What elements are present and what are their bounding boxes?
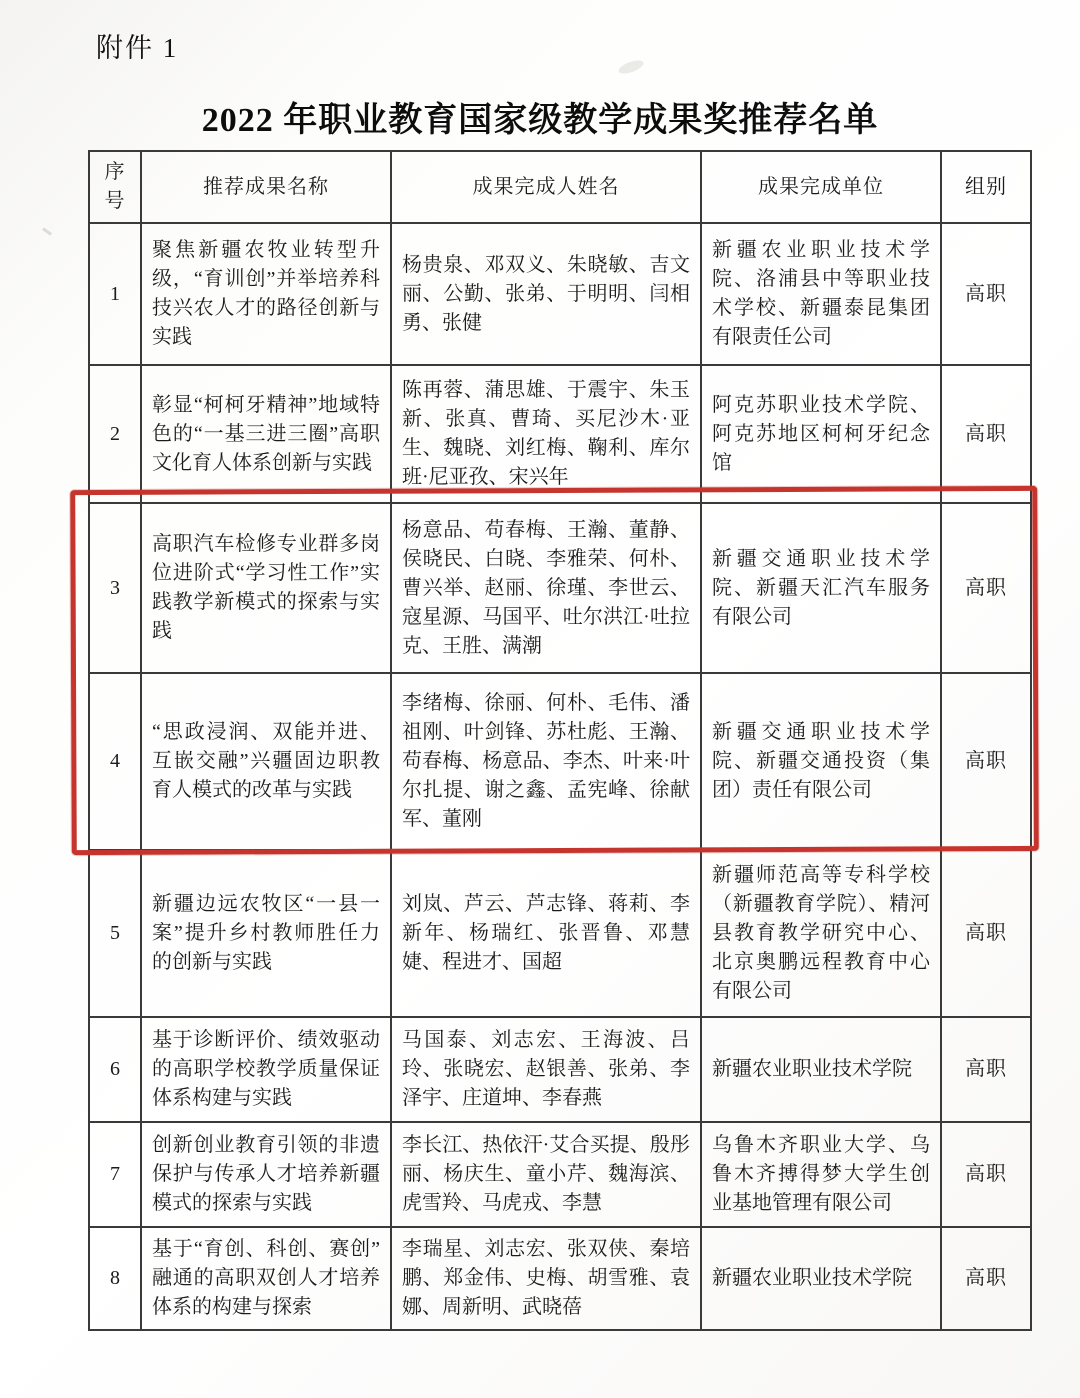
cell-group: 高职: [941, 1017, 1031, 1122]
header-cell-people: 成果完成人姓名: [391, 151, 701, 223]
header-cell-name: 推荐成果名称: [141, 151, 391, 223]
header-cell-group: 组别: [941, 151, 1031, 223]
table-row: [89, 1122, 1031, 1227]
cell-index: 1: [89, 223, 141, 365]
attachment-label: 附件 1: [96, 33, 179, 63]
cell-people: 李长江、热依汗·艾合买提、殷彤丽、杨庆生、童小芹、魏海滨、虎雪羚、马虎戎、李慧: [391, 1122, 701, 1227]
cell-name: 彰显“柯柯牙精神”地域特色的“一基三进三圈”高职文化育人体系创新与实践: [141, 365, 391, 503]
cell-people: 李绪梅、徐丽、何朴、毛伟、潘祖刚、叶剑锋、苏杜彪、王瀚、苟春梅、杨意品、李杰、叶来·叶尔扎提、谢之鑫、孟宪峰、徐献军、董刚: [391, 673, 701, 850]
cell-index: 2: [89, 365, 141, 503]
cell-index: 6: [89, 1017, 141, 1122]
table-row: [89, 1227, 1031, 1330]
cell-name: “思政浸润、双能并进、互嵌交融”兴疆固边职教育人模式的改革与实践: [141, 673, 391, 850]
cell-index: 7: [89, 1122, 141, 1227]
cell-index: 4: [89, 673, 141, 850]
cell-org: 新疆交通职业技术学院、新疆天汇汽车服务有限公司: [701, 503, 941, 673]
cell-index: 3: [89, 503, 141, 673]
cell-org: 新疆农业职业技术学院、洛浦县中等职业技术学校、新疆泰昆集团有限责任公司: [701, 223, 941, 365]
scan-mark: [42, 227, 52, 235]
cell-org: 新疆师范高等专科学校（新疆教育学院）、精河县教育教学研究中心、北京奥鹏远程教育中心有限公司: [701, 850, 941, 1017]
cell-people: 刘岚、芦云、芦志锋、蒋莉、李新年、杨瑞红、张晋鲁、邓慧婕、程进才、国超: [391, 850, 701, 1017]
cell-name: 创新创业教育引领的非遗保护与传承人才培养新疆模式的探索与实践: [141, 1122, 391, 1227]
cell-group: 高职: [941, 1122, 1031, 1227]
cell-org: 阿克苏职业技术学院、阿克苏地区柯柯牙纪念馆: [701, 365, 941, 503]
table-header-row: [89, 151, 1031, 223]
cell-people: 杨贵泉、邓双义、朱晓敏、吉文丽、公勤、张弟、于明明、闫相勇、张健: [391, 223, 701, 365]
header-cell-org: 成果完成单位: [701, 151, 941, 223]
cell-name: 高职汽车检修专业群多岗位进阶式“学习性工作”实践教学新模式的探索与实践: [141, 503, 391, 673]
table-row: [89, 365, 1031, 503]
cell-name: 新疆边远农牧区“一县一案”提升乡村教师胜任力的创新与实践: [141, 850, 391, 1017]
page-title: 2022 年职业教育国家级教学成果奖推荐名单: [201, 102, 879, 139]
cell-index: 8: [89, 1227, 141, 1330]
cell-people: 马国泰、刘志宏、王海波、吕玲、张晓宏、赵银善、张弟、李泽宇、庄道坤、李春燕: [391, 1017, 701, 1122]
cell-org: 乌鲁木齐职业大学、乌鲁木齐搏得梦大学生创业基地管理有限公司: [701, 1122, 941, 1227]
table-row-highlighted: [89, 503, 1031, 673]
cell-org: 新疆农业职业技术学院: [701, 1017, 941, 1122]
table-row: [89, 1017, 1031, 1122]
cell-group: 高职: [941, 1227, 1031, 1330]
cell-people: 李瑞星、刘志宏、张双侠、秦培鹏、郑金伟、史梅、胡雪雅、袁娜、周新明、武晓蓓: [391, 1227, 701, 1330]
cell-org: 新疆农业职业技术学院: [701, 1227, 941, 1330]
table-row: [89, 223, 1031, 365]
cell-group: 高职: [941, 365, 1031, 503]
cell-people: 陈再蓉、蒲思雄、于震宇、朱玉新、张真、曹琦、买尼沙木·亚生、魏晓、刘红梅、鞠利、库尔班·尼亚孜、宋兴年: [391, 365, 701, 503]
results-table: [88, 150, 1032, 1331]
table-row-highlighted: [89, 673, 1031, 850]
cell-name: 基于诊断评价、绩效驱动的高职学校教学质量保证体系构建与实践: [141, 1017, 391, 1122]
cell-index: 5: [89, 850, 141, 1017]
cell-name: 基于“育创、科创、赛创”融通的高职双创人才培养体系的构建与探索: [141, 1227, 391, 1330]
cell-org: 新疆交通职业技术学院、新疆交通投资（集团）责任有限公司: [701, 673, 941, 850]
cell-group: 高职: [941, 673, 1031, 850]
table-row: [89, 850, 1031, 1017]
header-cell-index: 序号: [89, 151, 141, 223]
cell-people: 杨意品、苟春梅、王瀚、董静、侯晓民、白晓、李雅荣、何朴、曹兴举、赵丽、徐瑾、李世云、寇星源、马国平、吐尔洪江·吐拉克、王胜、满潮: [391, 503, 701, 673]
cell-group: 高职: [941, 223, 1031, 365]
cell-group: 高职: [941, 850, 1031, 1017]
scan-smudge: [617, 58, 645, 76]
cell-name: 聚焦新疆农牧业转型升级，“育训创”并举培养科技兴农人才的路径创新与实践: [141, 223, 391, 365]
cell-group: 高职: [941, 503, 1031, 673]
